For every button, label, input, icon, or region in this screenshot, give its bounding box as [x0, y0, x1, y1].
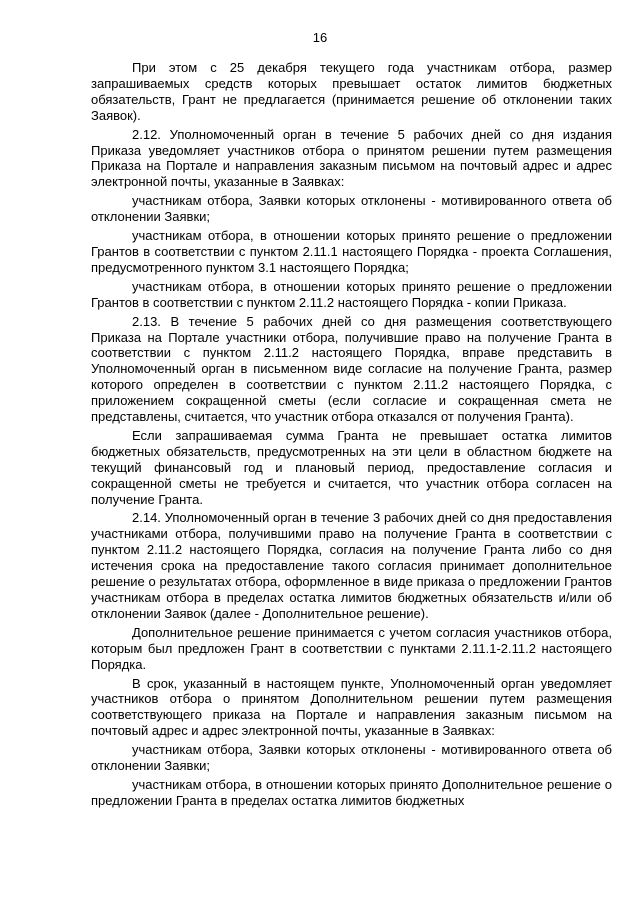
paragraph: 2.13. В течение 5 рабочих дней со дня размещения соответствующего Приказа на Портале участники отбора, получившие право на получение Гранта в соответствии с пунктом 2.11.2 настоящего Порядка, вправе представить в Уполномоченный орган в письменном виде согласие на получение Гранта, размер которого определен в соответствии с пунктом 2.11.2 настоящего Порядка, с приложением сокращенной сметы (если согласие и сокращенная смета не представлены, считается, что участник отбора отказался от получения Гранта).: [91, 313, 612, 425]
document-body: [91, 60, 612, 812]
page-number: 16: [312, 30, 328, 45]
paragraph: При этом с 25 декабря текущего года участникам отбора, размер запрашиваемых средств которых превышает остаток лимитов бюджетных обязательств, Грант не предлагается (принимается решение об отклонении таких Заявок).: [91, 60, 612, 123]
paragraph: В срок, указанный в настоящем пункте, Уполномоченный орган уведомляет участников отбора о принятом Дополнительном решении путем размещения соответствующего приказа на Портале и направления заказным письмом на почтовый адрес и адрес электронной почты, указанные в Заявках:: [91, 675, 612, 739]
paragraph: Дополнительное решение принимается с учетом согласия участников отбора, которым был предложен Грант в соответствии с пунктами 2.11.1-2.11.2 настоящего Порядка.: [91, 624, 612, 672]
paragraph: участникам отбора, в отношении которых принято решение о предложении Грантов в соответствии с пунктом 2.11.1 настоящего Порядка - проекта Соглашения, предусмотренного пунктом 3.1 настоящего Порядка;: [91, 228, 612, 275]
paragraph: 2.14. Уполномоченный орган в течение 3 рабочих дней со дня предоставления участниками отбора, получившими право на получение Гранта в соответствии с пунктом 2.11.2 настоящего Порядка, согласия на получение Гранта либо со дня истечения срока на предоставление такого согласия принимает дополнительное решение о результатах отбора, оформленное в виде приказа о предложении Грантов участникам отбора в пределах остатка лимитов бюджетных обязательств и/или об отклонении Заявок (далее - Дополнительное решение).: [91, 510, 612, 621]
paragraph: участникам отбора, Заявки которых отклонены - мотивированного ответа об отклонении Заявки;: [91, 742, 612, 774]
paragraph: участникам отбора, в отношении которых принято решение о предложении Грантов в соответствии с пунктом 2.11.2 настоящего Порядка - копии Приказа.: [91, 278, 612, 310]
paragraph: 2.12. Уполномоченный орган в течение 5 рабочих дней со дня издания Приказа уведомляет участников отбора о принятом решении путем размещения Приказа на Портале и направления заказным письмом на почтовый адрес и адрес электронной почты, указанные в Заявках:: [91, 126, 612, 190]
paragraph: участникам отбора, в отношении которых принято Дополнительное решение о предложении Гранта в пределах остатка лимитов бюджетных: [91, 776, 612, 808]
paragraph: Если запрашиваемая сумма Гранта не превышает остатка лимитов бюджетных обязательств, предусмотренных на эти цели в областном бюджете на текущий финансовый год и плановый период, предоставление согласия и сокращенной сметы не требуется и считается, что участник отбора согласен на получение Гранта.: [91, 427, 612, 507]
paragraph: участникам отбора, Заявки которых отклонены - мотивированного ответа об отклонении Заявки;: [91, 193, 612, 225]
